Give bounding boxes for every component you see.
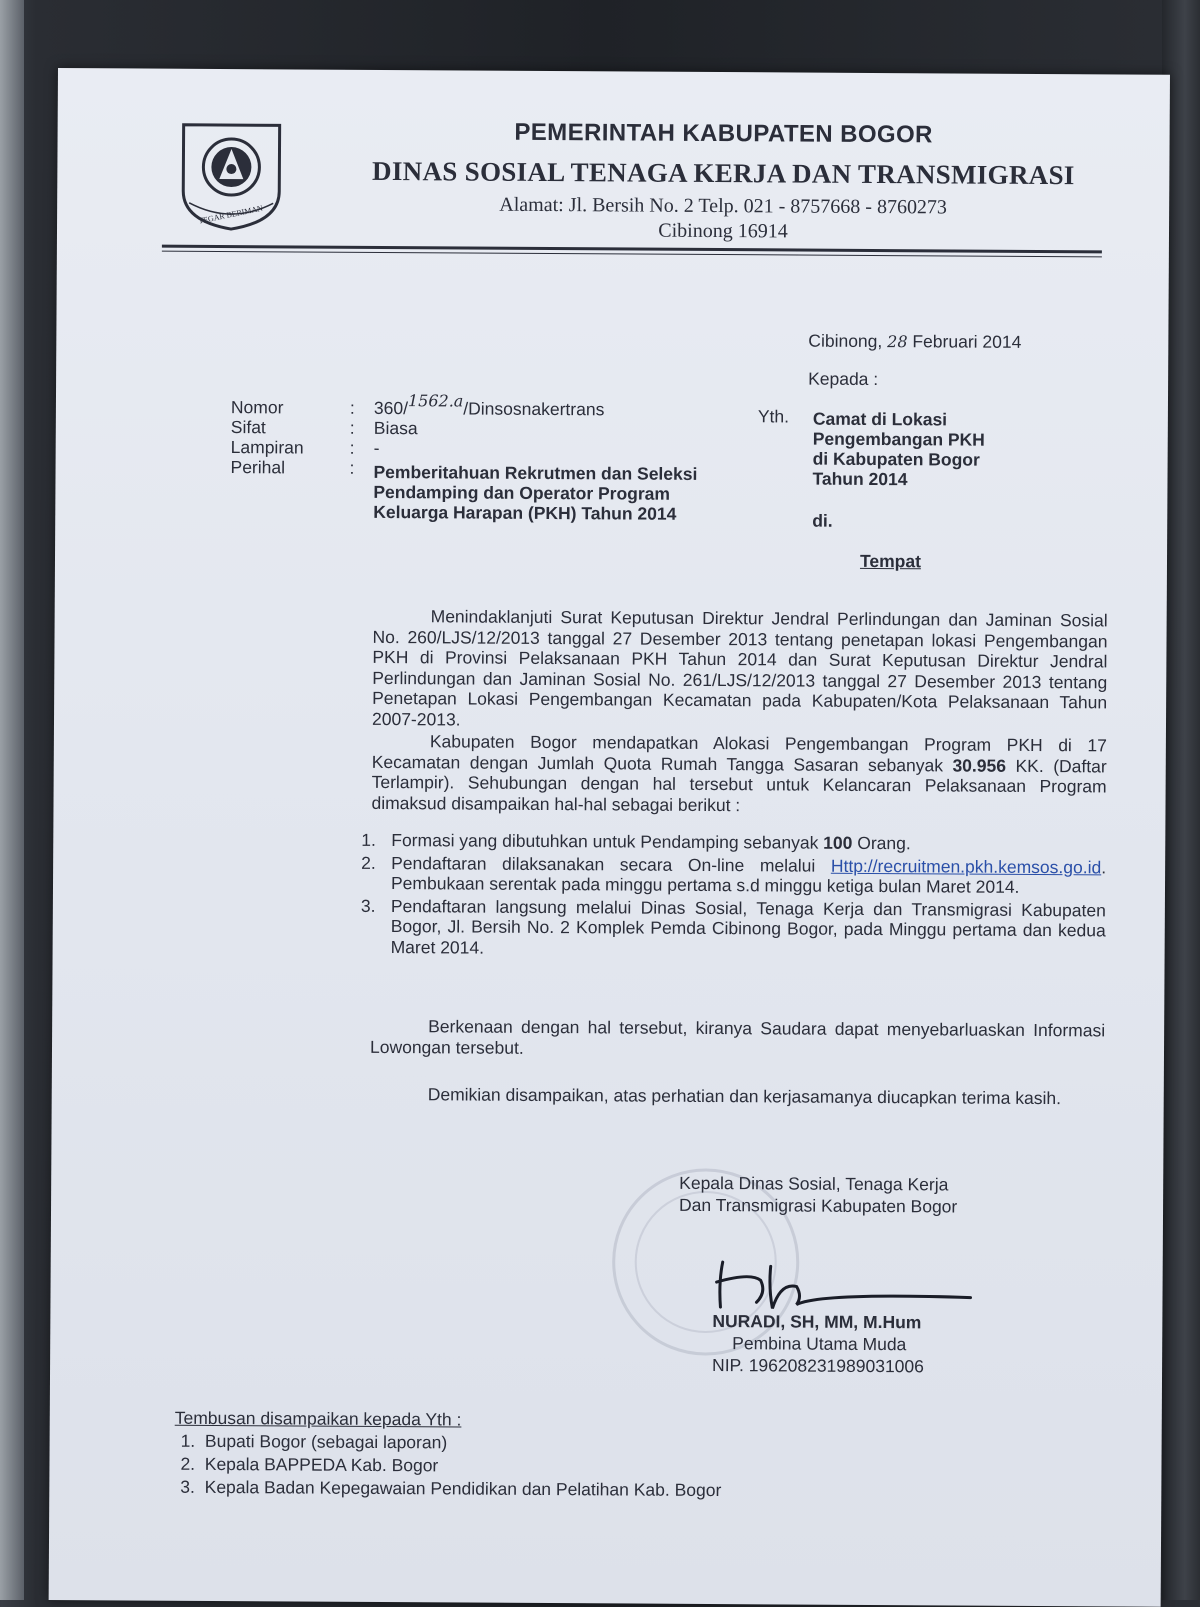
recipient-di: di. — [812, 510, 833, 531]
list-item: 3. Pendaftaran langsung melalui Dinas Sosial, Tenaga Kerja dan Transmigrasi Kabupaten Bogor, Jl. Bersih No. 2 Komplek Pemda Cibinong Bogor, pada Minggu pertama dan kedua Maret 2014. — [360, 895, 1106, 958]
field-value-perihal: Pemberitahuan Rekrutmen dan Seleksi Pendamping dan Operator Program Keluarga Harapan (PKH) Tahun 2014 — [373, 461, 698, 524]
field-label-lampiran: Lampiran — [230, 437, 304, 458]
body-paragraph-3: Berkenaan dengan hal tersebut, kiranya Saudara dapat menyebarluaskan Informasi Lowongan tersebut. — [369, 1016, 1106, 1058]
signatory-nip: NIP. 196208231989031006 — [712, 1355, 924, 1377]
letterhead-agency: DINAS SOSIAL TENAGA KERJA DAN TRANSMIGRASI — [372, 155, 1075, 191]
list-item: 2. Kepala BAPPEDA Kab. Bogor — [180, 1453, 439, 1476]
date-month-year: Februari 2014 — [912, 331, 1022, 352]
kabupaten-bogor-emblem-icon — [177, 121, 286, 234]
field-colon: : — [349, 397, 355, 418]
window-frame-left — [0, 0, 24, 1600]
list-item: 1. Bupati Bogor (sebagai laporan) — [180, 1430, 448, 1453]
tembusan-block — [174, 1407, 722, 1502]
body-paragraph-2: Kabupaten Bogor mendapatkan Alokasi Pengembangan Program PKH di 17 Kecamatan dengan Jumlah Quota Rumah Tangga Sasaran sebanyak 30.956 KK. (Daftar Terlampir). Sehubungan dengan hal tersebut untuk Kelancaran Pelaksanaan Program dimaksud disampaikan hal-hal sebagai berikut : — [371, 731, 1107, 815]
field-value-nomor: 360/1562.a/Dinsosnakertrans — [373, 391, 605, 420]
date-line — [808, 331, 1021, 353]
signatory-name: NURADI, SH, MM, M.Hum — [712, 1311, 922, 1333]
recipient-block: Camat di Lokasi Pengembangan PKH di Kabupaten Bogor Tahun 2014 — [812, 408, 985, 490]
signatory-rank: Pembina Utama Muda — [732, 1333, 907, 1355]
field-colon: : — [349, 437, 355, 458]
nomor-handwritten: 1562.a — [407, 391, 464, 411]
date-city: Cibinong, — [808, 330, 883, 352]
recipient-yth: Yth. — [757, 406, 790, 427]
list-item: 2. Pendaftaran dilaksanakan secara On-line melalui Http://recruitmen.pkh.kemsos.go.id. Pembukaan serentak pada minggu pertama s.d minggu ketiga bulan Maret 2014. — [361, 852, 1107, 897]
tembusan-heading: Tembusan disampaikan kepada Yth : — [174, 1407, 462, 1430]
field-label-perihal: Perihal — [230, 457, 286, 478]
field-colon: : — [349, 417, 355, 438]
requirements-list — [361, 830, 1107, 964]
date-day-handwritten: 28 — [887, 332, 908, 352]
letter-paper — [49, 68, 1170, 1607]
field-colon: : — [349, 457, 355, 478]
field-label-nomor: Nomor — [230, 397, 284, 418]
letterhead-government: PEMERINTAH KABUPATEN BOGOR — [514, 118, 933, 149]
letterhead-city-postal: Cibinong 16914 — [658, 219, 788, 243]
field-value-sifat: Biasa — [373, 417, 418, 439]
signatory-details — [712, 1310, 924, 1377]
field-value-lampiran: - — [373, 437, 380, 458]
letterhead-address: Alamat: Jl. Bersih No. 2 Telp. 021 - 8757668 - 8760273 — [499, 193, 948, 219]
list-item: 3. Kepala Badan Kepegawaian Pendidikan dan Pelatihan Kab. Bogor — [180, 1476, 722, 1501]
body-paragraph-1: Menindaklanjuti Surat Keputusan Direktur Jendral Perlindungan dan Jaminan Sosial No. 260/LJS/12/2013 tanggal 27 Desember 2013 tentang penetapan lokasi Pengembangan PKH di Provinsi Pelaksanaan PKH Tahun 2014 dan Surat Keputusan Direktur Jendral Perlindungan dan Jaminan Sosial No. 261/LJS/12/2013 tanggal 27 Desember 2013 tentang Penetapan Lokasi Pengembangan Kecamatan pada Kabupaten/Kota Pelaksanaan Tahun 2007-2013. — [371, 606, 1108, 729]
list-item: 1. Formasi yang dibutuhkan untuk Pendamping sebanyak 100 Orang. — [361, 829, 911, 854]
svg-text:TEGAR BERIMAN: TEGAR BERIMAN — [197, 203, 264, 226]
body-paragraph-4: Demikian disampaikan, atas perhatian dan kerjasamanya diucapkan terima kasih. — [427, 1084, 1062, 1109]
field-label-sifat: Sifat — [230, 417, 266, 438]
signatory-title: Kepala Dinas Sosial, Tenaga Kerja Dan Transmigrasi Kabupaten Bogor — [679, 1172, 958, 1217]
recipient-tempat: Tempat — [859, 550, 922, 572]
registration-link[interactable]: Http://recruitmen.pkh.kemsos.go.id — [830, 855, 1102, 877]
kepada-label: Kepada : — [808, 368, 879, 390]
